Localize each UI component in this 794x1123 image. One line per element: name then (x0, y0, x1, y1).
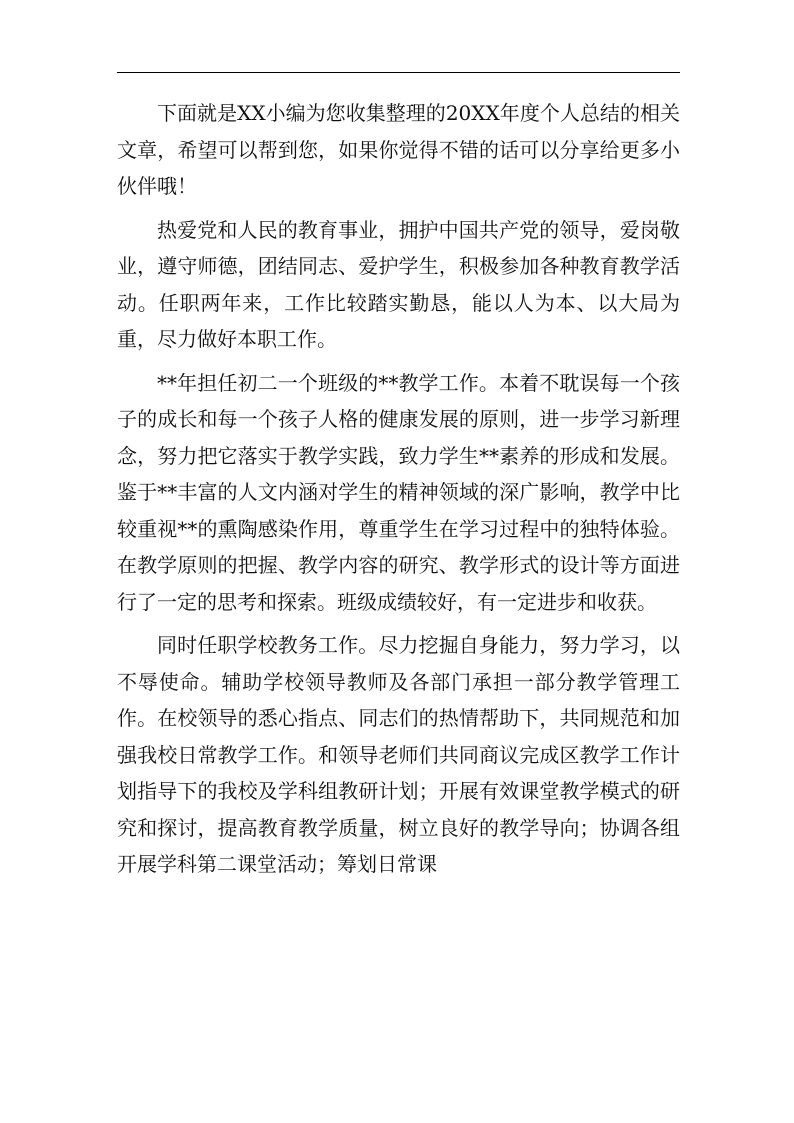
header-rule (117, 72, 680, 73)
paragraph-teaching: **年担任初二一个班级的**教学工作。本着不耽误每一个孩子的成长和每一个孩子人格的健康发展的原则，进一步学习新理念，努力把它落实于教学实践，致力学生**素养的形成和发展。鉴于**丰富的人文内涵对学生的精神领域的深广影响，教学中比较重视**的熏陶感染作用，尊重学生在学习过程中的独特体验。在教学原则的把握、教学内容的研究、教学形式的设计等方面进行了一定的思考和探索。班级成绩较好，有一定进步和收获。 (117, 370, 680, 614)
document-body (117, 95, 680, 890)
paragraph-academic-affairs: 同时任职学校教务工作。尽力挖掘自身能力，努力学习，以不辱使命。辅助学校领导教师及各部门承担一部分教学管理工作。在校领导的悉心指点、同志们的热情帮助下，共同规范和加强我校日常教学工作。和领导老师们共同商议完成区教学工作计划指导下的我校及学科组教研计划；开展有效课堂教学模式的研究和探讨，提高教育教学质量，树立良好的教学导向；协调各组开展学科第二课堂活动；筹划日常课 (117, 633, 680, 876)
paragraph-intro: 下面就是XX小编为您收集整理的20XX年度个人总结的相关文章，希望可以帮到您，如果你觉得不错的话可以分享给更多小伙伴哦！ (117, 101, 680, 198)
paragraph-attitude: 热爱党和人民的教育事业，拥护中国共产党的领导，爱岗敬业，遵守师德，团结同志、爱护学生，积极参加各种教育教学活动。任职两年来，工作比较踏实勤恳，能以人为本、以大局为重，尽力做好本职工作。 (117, 217, 680, 351)
